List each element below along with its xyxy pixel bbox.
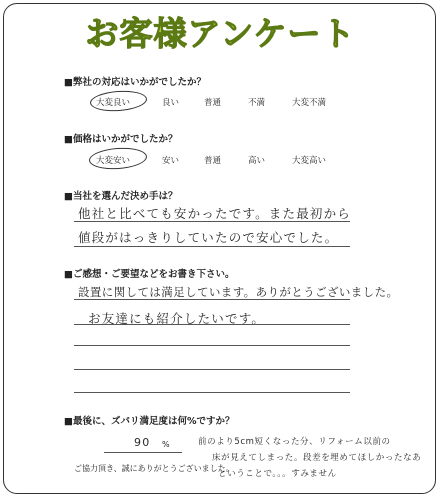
thank-you-footer: ご協力頂き、誠にありがとうございました。 — [74, 464, 234, 473]
q2-option-2: 安い — [162, 156, 180, 166]
q3-answer-line-1: 他社と比べても安かったです。また最初から — [78, 206, 352, 221]
q2-option-1: 大変安い — [96, 156, 131, 166]
q2-option-3: 普通 — [204, 156, 222, 166]
q4-rule-3 — [74, 345, 350, 346]
question-5-text: ■最後に、ズバリ満足度は何%ですか？ — [64, 416, 235, 427]
question-1 — [64, 74, 206, 88]
question-2 — [64, 131, 177, 145]
q5-note-line-1: 前のより5cm短くなった分、リフォーム以前の — [198, 437, 391, 447]
q4-answer-line-1: 設置に関しては満足しています。ありがとうございました。 — [78, 285, 399, 299]
q4-rule-4 — [74, 369, 350, 370]
q1-option-1: 大変良い — [96, 98, 131, 108]
question-4-text: ■ご感想・ご要望などをお書き下さい。 — [64, 269, 235, 280]
question-3-text: ■当社を選んだ決め手は？ — [64, 191, 178, 202]
survey-title: お客様アンケート — [85, 14, 356, 53]
q1-option-4: 不満 — [248, 98, 266, 108]
q3-rule-2 — [74, 246, 350, 247]
percent-unit: % — [162, 440, 170, 449]
q5-note-line-3: ということで。。。すみません — [218, 469, 337, 479]
q3-rule-1 — [74, 221, 350, 222]
q1-option-2: 良い — [162, 98, 180, 108]
score-underline — [104, 452, 182, 453]
q1-option-5: 大変不満 — [292, 98, 327, 108]
q2-option-4: 高い — [248, 156, 266, 166]
q3-answer-line-2: 値段がはっきりしていたので安心でした。 — [78, 230, 339, 245]
q1-option-3: 普通 — [204, 98, 222, 108]
q4-answer-line-2: お友達にも紹介したいです。 — [88, 311, 266, 326]
question-4 — [64, 266, 234, 280]
q4-rule-5 — [74, 392, 350, 393]
q4-rule-2 — [74, 324, 350, 325]
satisfaction-score: 90 — [134, 436, 151, 449]
q4-rule-1 — [74, 299, 350, 300]
q5-note-line-2: 床が見えてしまった。段差を埋めてほしかったなあ — [212, 453, 422, 463]
question-3 — [64, 188, 177, 202]
question-5 — [64, 413, 235, 427]
question-2-text: ■価格はいかがでしたか？ — [64, 134, 178, 145]
question-1-text: ■弊社の対応はいかがでしたか？ — [64, 77, 206, 88]
q2-option-5: 大変高い — [292, 156, 327, 166]
